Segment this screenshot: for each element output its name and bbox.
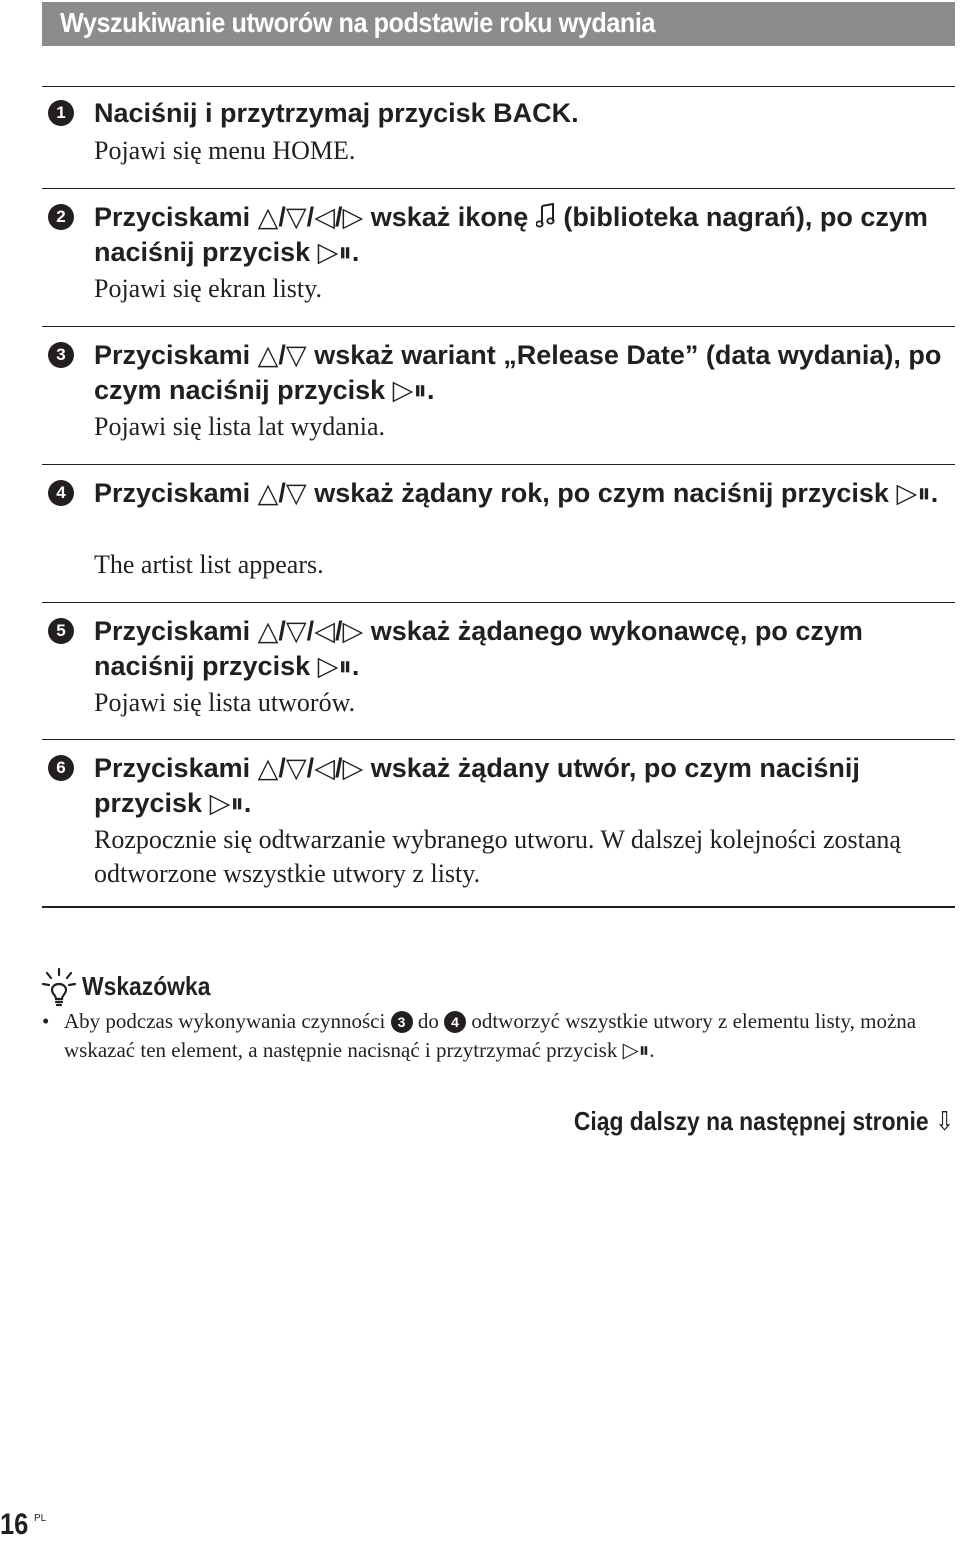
play-pause-icon: ▷⏸ [392,375,427,405]
step-result: Rozpocznie się odtwarzanie wybranego utworu. W dalszej kolejności zostaną odtworzone wszystkie utwory z listy. [94,825,901,888]
tip-text: Aby podczas wykonywania czynności 3 do 4 odtworzyć wszystkie utwory z elementu listy, można wskazać ten element, a następnie nacisnąć i przytrzymać przycisk ▷⏸. [64,1007,944,1065]
divider [42,602,955,603]
right-arrow-icon: ▷ [342,753,364,783]
step-result: Pojawi się menu HOME. [94,136,356,165]
step-reference: 3 [391,1011,413,1033]
step-number: 5 [48,618,74,644]
step-instruction: Naciśnij i przytrzymaj przycisk BACK. [94,98,579,128]
step-instruction: Przyciskami △/▽/◁/▷ wskaż żądany utwór, po czym naciśnij przycisk ▷⏸. [94,751,956,821]
down-arrow-icon: ▽ [285,616,307,646]
right-arrow-icon: ▷ [342,202,364,232]
play-pause-icon: ▷⏸ [896,478,931,508]
left-arrow-icon: ◁ [314,202,335,232]
divider [42,906,955,908]
down-arrow-icon: ▽ [285,753,307,783]
bullet-marker: • [42,1009,50,1033]
down-arrow-icon: ▽ [285,340,307,370]
tip-title: Wskazówka [82,971,211,1001]
step-number: 6 [48,755,74,781]
right-arrow-icon: ▷ [342,616,364,646]
step-result: Pojawi się lista lat wydania. [94,412,386,441]
continued-note: Ciąg dalszy na następnej stronie ⇩ [573,1106,954,1136]
down-arrow-icon: ⇩ [934,1106,954,1136]
step-number: 1 [48,100,74,126]
step-reference: 4 [444,1011,466,1033]
page-title: Wyszukiwanie utworów na podstawie roku wydania [60,7,655,38]
play-pause-icon: ▷⏸ [317,651,352,681]
step-number: 3 [48,342,74,368]
music-note-icon [536,203,556,229]
step-result: The artist list appears. [94,550,324,579]
step-instruction: Przyciskami △/▽ wskaż wariant „Release Date” (data wydania), po czym naciśnij przycisk ▷⏸. [94,338,956,408]
step-number: 2 [48,204,74,230]
down-arrow-icon: ▽ [285,478,307,508]
play-pause-icon: ▷⏸ [317,237,352,267]
divider [42,739,955,740]
divider [42,86,955,87]
up-arrow-icon: △ [257,753,279,783]
up-arrow-icon: △ [257,202,279,232]
section-title-bar [42,2,955,46]
page-number: 16 [0,1508,29,1541]
language-code: PL [34,1513,47,1524]
play-pause-icon: ▷⏸ [622,1038,650,1062]
step-instruction: Przyciskami △/▽ wskaż żądany rok, po czym naciśnij przycisk ▷⏸. [94,476,956,511]
step-instruction: Przyciskami △/▽/◁/▷ wskaż żądanego wykonawcę, po czym naciśnij przycisk ▷⏸. [94,614,956,684]
left-arrow-icon: ◁ [314,753,335,783]
up-arrow-icon: △ [257,616,279,646]
down-arrow-icon: ▽ [285,202,307,232]
step-result: Pojawi się ekran listy. [94,274,322,303]
step-instruction: Przyciskami △/▽/◁/▷ wskaż ikonę (biblioteka nagrań), po czym naciśnij przycisk ▷⏸. [94,200,956,270]
divider [42,188,955,189]
play-pause-icon: ▷⏸ [209,788,244,818]
up-arrow-icon: △ [257,478,279,508]
step-number: 4 [48,480,74,506]
divider [42,464,955,465]
divider [42,326,955,327]
up-arrow-icon: △ [257,340,279,370]
step-result: Pojawi się lista utworów. [94,688,356,717]
left-arrow-icon: ◁ [314,616,335,646]
lightbulb-icon [42,968,76,1008]
